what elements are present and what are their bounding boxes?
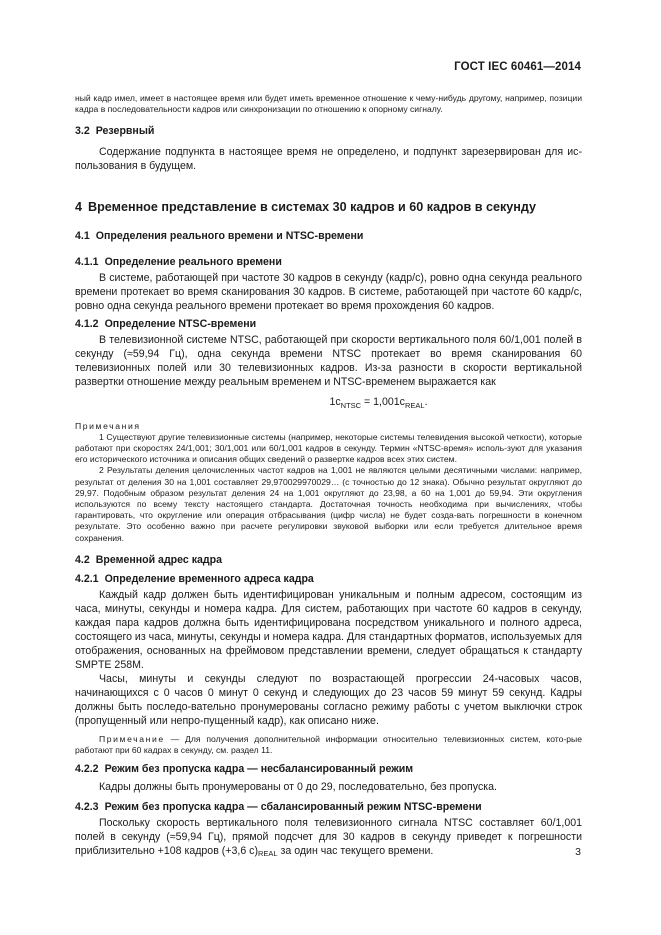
text-part-b: за один час текущего времени. xyxy=(277,845,434,858)
notes-label: Примечания xyxy=(75,420,141,431)
section-3-2-text: Содержание подпункта в настоящее время не определено, и подпункт зарезервирован для ис-пользования в будущем. xyxy=(75,146,582,173)
section-number: 4.2.3 xyxy=(75,801,99,814)
formula-left-subscript: NTSC xyxy=(340,401,362,411)
section-number: 3.2 xyxy=(75,125,90,138)
text-part-a: Поскольку скорость вертикального поля телевизионного сигнала NTSC составляет 60/1,001 полей в секунду (≈59,94 Гц), прямой подсчет для 30 кадров в секунду приведет к погрешности приблизительно +108 кадров (+3,6 с) xyxy=(75,817,582,858)
page-number: 3 xyxy=(575,846,581,858)
ntsc-formula xyxy=(175,395,582,413)
real-subscript: REAL xyxy=(257,849,278,859)
section-title: Определение временного адреса кадра xyxy=(104,572,314,585)
note-text: — Для получения дополнительной информации относительно телевизионных систем, кото-рые работают при 60 кадрах в секунду, см. раздел 11. xyxy=(75,733,582,755)
section-title: Определение реального времени xyxy=(104,256,282,269)
standard-header: ГОСТ IEC 60461—2014 xyxy=(454,61,581,73)
section-4-2-1-heading xyxy=(75,572,582,586)
formula-right-subscript: REAL xyxy=(404,401,425,411)
note-2: 2 Результаты деления целочисленных частот кадров на 1,001 не являются целыми десятичными числами: например, результат от деления 30 на 1,001 составляет 29,970029970029… (с точностью до 12 знака). Обычно результат округляют до 29,97. Подобным образом результат деления 24 на 1,001 округляют до 23,98, а 60 на 1,001 до 59,94. Эти округления используются по всему тексту настоящего стандарта. Достаточная точность необходима при вычислениях, чтобы гарантировать, что округление или операция отбрасывания (цифр числа) не будет созда-вать погрешности в конечном результате. Это особенно важно при расчете регулировки звуковой выборки или если требуется длительное время сохранения. xyxy=(75,465,582,543)
intro-fragment: ный кадр имел, имеет в настоящее время или будет иметь временное отношение к чему-нибудь другому, например, позиции кадра в последовательности кадров или синхронизации по отношению к опорному сигналу. xyxy=(75,93,582,115)
section-number: 4.2 xyxy=(75,553,90,566)
section-number: 4.1.1 xyxy=(75,256,99,269)
section-4-1-2-heading xyxy=(75,317,582,331)
note-label: Примечание xyxy=(99,733,165,744)
formula-left: 1c xyxy=(329,396,341,409)
section-4-1-2-text: В телевизионной системе NTSC, работающей при скорости вертикального поля 60/1,001 полей в секунду (≈59,94 Гц), одна секунда времени NTSC протекает во время сканирования 60 телевизионных полей или 30 телевизионных кадров. Из-за разности в скорости вертикальной развертки отношение между реальным временем и NTSC-временем выражается как xyxy=(75,334,582,389)
section-number: 4.2.1 xyxy=(75,572,99,585)
section-4-2-2-text: Кадры должны быть пронумерованы от 0 до 29, последовательно, без пропуска. xyxy=(99,781,497,794)
section-title: Определение NTSC-времени xyxy=(104,318,257,331)
section-title: Временной адрес кадра xyxy=(95,553,223,566)
section-4-heading xyxy=(75,199,582,215)
formula-end: . xyxy=(424,396,428,409)
section-4-1-heading xyxy=(75,229,582,243)
section-title: Определения реального времени и NTSC-времени xyxy=(95,230,364,243)
section-4-1-1-text: В системе, работающей при частоте 30 кадров в секунду (кадр/с), ровно одна секунда реального времени протекает во время сканирования 30 кадров. В системе, работающей при частоте 60 кадр/с, ровно одна секунда реального времени протекает во время прохождения 60 кадров. xyxy=(75,272,582,313)
section-4-2-heading xyxy=(75,553,582,567)
section-title: Временное представление в системах 30 кадров и 60 кадров в секунду xyxy=(88,200,537,215)
section-title: Режим без пропуска кадра — сбалансированный режим NTSC-времени xyxy=(104,801,482,814)
section-4-2-1-note xyxy=(75,734,582,756)
section-4-2-1-text-1: Каждый кадр должен быть идентифицирован уникальным и полным адресом, состоящим из часа, минуты, секунды и номера кадра. Для систем, работающих при частоте 60 кадров в секунду, каждая пара кадров должна быть идентифицирована посредством уникального и полного адреса, состоящего из часа, минуты, секунды и номера кадра. Для стандартных форматов, используемых для отображения, основанных на фреймовом представлении времени, следует обращаться к стандарту SMPTE 258M. xyxy=(75,588,582,671)
section-title: Режим без пропуска кадра — несбалансированный режим xyxy=(104,763,414,776)
formula-middle: = 1,001c xyxy=(361,396,405,409)
section-number: 4.1 xyxy=(75,230,90,243)
section-4-1-1-heading xyxy=(75,255,582,269)
section-number: 4 xyxy=(75,200,83,215)
section-4-2-2-heading xyxy=(75,762,582,776)
section-4-2-1-text-2: Часы, минуты и секунды следуют по возрастающей прогрессии 24-часовых часов, начинающихся с 0 часов 0 минут 0 секунд и следующих до 23 часов 59 минут 59 секунд. Кадры должны быть последо-вательно пронумерованы согласно режиму работы с учетом выключки строк (пропущенный или непро-пущенный кадр), как описано ниже. xyxy=(75,672,582,727)
section-title: Резервный xyxy=(95,125,155,138)
section-number: 4.1.2 xyxy=(75,318,99,331)
page-content xyxy=(75,91,582,861)
section-4-2-3-heading xyxy=(75,800,582,814)
section-4-2-3-text xyxy=(75,816,582,861)
note-1: 1 Существуют другие телевизионные системы (например, некоторые системы телевидения высокой четкости), которые работают при скоростях 24/1,001; 30/1,001 или 60/1,001 кадров в секунду. Термин «NTSC-время» исполь-зуют для указания его исторического источника и описания общих сведений о развертке кадров всех этих систем. xyxy=(75,431,582,465)
section-number: 4.2.2 xyxy=(75,763,99,776)
section-3-2-heading xyxy=(75,124,582,138)
